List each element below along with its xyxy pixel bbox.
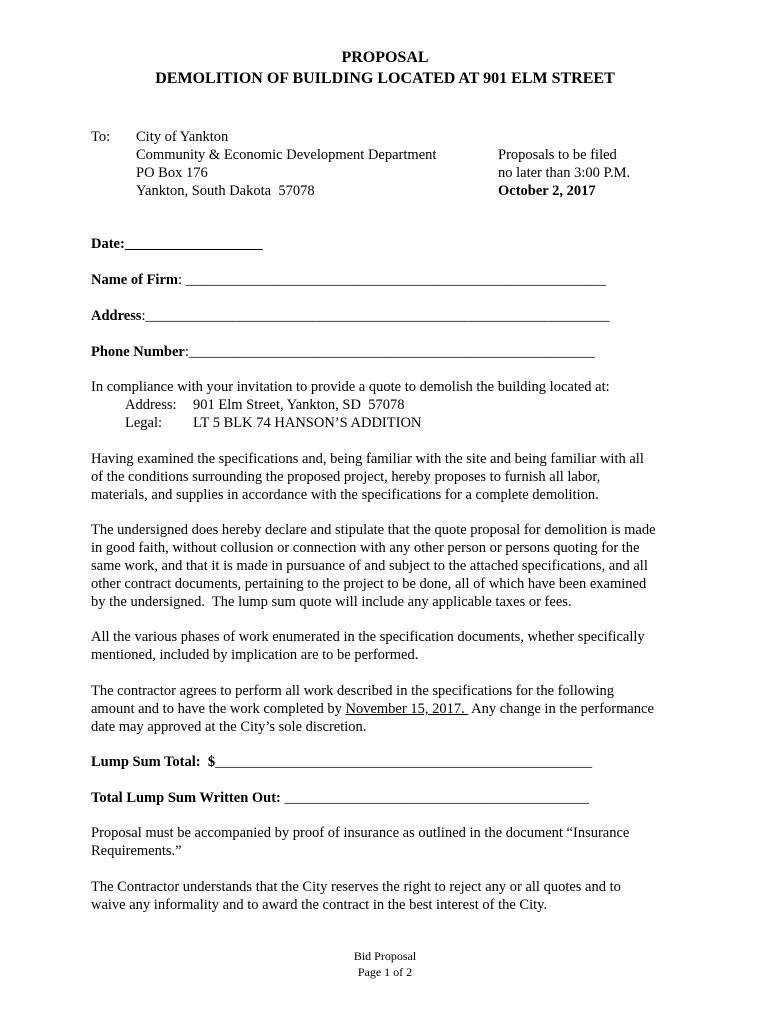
firm-name-label: Name of Firm [91, 272, 178, 288]
lump-sum-label: Lump Sum Total: $ [91, 754, 216, 770]
phone-label: Phone Number [91, 344, 185, 360]
footer-title: Bid Proposal [353, 949, 417, 963]
address-label: Address [91, 308, 142, 324]
phone-field[interactable] [91, 343, 595, 361]
completion-text: Any change in the performance [468, 701, 654, 717]
compliance-intro: In compliance with your invitation to provide a quote to demolish the building located at: [91, 379, 610, 395]
paragraph-line: materials, and supplies in accordance with the specifications for a complete demolition. [91, 487, 599, 503]
paragraph-completion [91, 682, 691, 736]
paragraph-phases [91, 628, 691, 664]
lump-sum-written-label: Total Lump Sum Written Out: [91, 790, 285, 806]
paragraph-line [91, 700, 691, 718]
site-address-value: 901 Elm Street, Yankton, SD 57078 [193, 397, 405, 413]
paragraph-line: by the undersigned. The lump sum quote will include any applicable taxes or fees. [91, 594, 572, 610]
paragraph-line: same work, and that it is made in pursuance of and subject to the attached specifications, and all [91, 558, 648, 574]
date-field[interactable] [91, 235, 263, 253]
filing-block [498, 146, 630, 200]
lump-sum-written-field[interactable] [91, 789, 589, 807]
paragraph-line: of the conditions surrounding the proposed project, hereby proposes to furnish all labor, [91, 469, 601, 485]
paragraph-line: other contract documents, pertaining to the project to be done, all of which have been examined [91, 576, 647, 592]
address-blank: :________________________________________________________________ [141, 308, 610, 324]
paragraph-line: The contractor agrees to perform all work described in the specifications for the following [91, 683, 615, 699]
paragraph-insurance [91, 824, 691, 860]
paragraph-line: Having examined the specifications and, being familiar with the site and being familiar with all [91, 451, 644, 467]
paragraph-reservation [91, 878, 691, 914]
paragraph-examination [91, 450, 691, 504]
firm-name-blank: : __________________________________________________________ [177, 272, 607, 288]
lump-sum-total-field[interactable] [91, 753, 592, 771]
page-number: Page 1 of 2 [357, 965, 413, 979]
addressee-line: PO Box 176 [136, 165, 208, 181]
paragraph-line: The Contractor understands that the City reserves the right to reject any or all quotes and to [91, 879, 621, 895]
paragraph-line: The undersigned does hereby declare and stipulate that the quote proposal for demolition is made [91, 522, 656, 538]
date-label: Date: [91, 236, 125, 252]
paragraph-declaration [91, 521, 691, 611]
date-blank: ___________________ [124, 236, 263, 252]
phone-blank: :________________________________________________________ [184, 344, 595, 360]
firm-name-field[interactable] [91, 271, 606, 289]
filing-deadline: October 2, 2017 [498, 183, 596, 199]
filing-line: Proposals to be filed [498, 147, 617, 163]
paragraph-line: waive any informality and to award the contract in the best interest of the City. [91, 897, 548, 913]
addressee-line: Community & Economic Development Department [136, 147, 437, 163]
legal-value: LT 5 BLK 74 HANSON’S ADDITION [193, 415, 422, 431]
lump-sum-written-blank: __________________________________________ [284, 790, 590, 806]
site-address-label: Address: [125, 397, 177, 413]
address-field[interactable] [91, 307, 610, 325]
paragraph-line: mentioned, included by implication are to be performed. [91, 647, 419, 663]
paragraph-line: date may approved at the City’s sole discretion. [91, 719, 367, 735]
addressee-block [136, 128, 436, 200]
paragraph-line: Requirements.” [91, 843, 182, 859]
filing-line: no later than 3:00 P.M. [498, 165, 631, 181]
to-label: To: [91, 129, 111, 145]
document-title: PROPOSAL [341, 49, 429, 66]
legal-label: Legal: [125, 415, 163, 431]
addressee-line: City of Yankton [136, 129, 229, 145]
document-subtitle: DEMOLITION OF BUILDING LOCATED AT 901 ELM STREET [155, 70, 615, 87]
lump-sum-blank: ____________________________________________________ [215, 754, 593, 770]
completion-text: amount and to have the work completed by [91, 701, 346, 717]
paragraph-line: in good faith, without collusion or connection with any other person or persons quoting for the [91, 540, 640, 556]
paragraph-line: All the various phases of work enumerated in the specification documents, whether specifically [91, 629, 645, 645]
addressee-line: Yankton, South Dakota 57078 [136, 183, 315, 199]
paragraph-line: Proposal must be accompanied by proof of insurance as outlined in the document “Insurance [91, 825, 630, 841]
completion-date: November 15, 2017. [345, 701, 469, 717]
